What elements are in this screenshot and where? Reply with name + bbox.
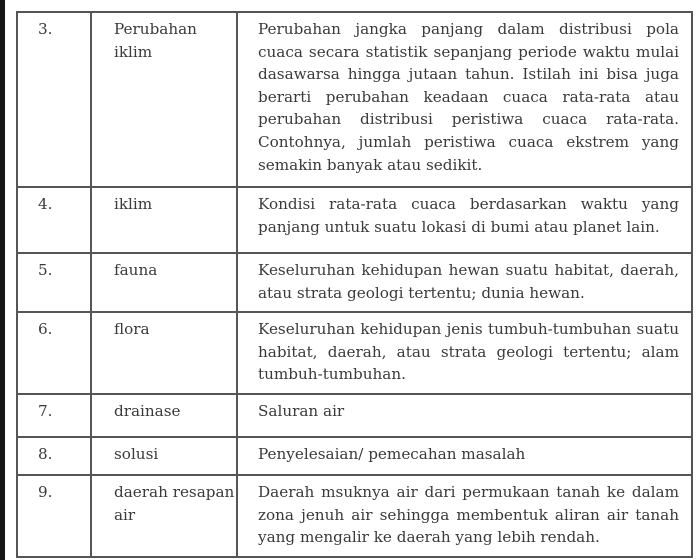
table-row (17, 12, 692, 187)
table-row (17, 253, 692, 312)
row-definition: Saluran air (237, 394, 692, 437)
row-definition: Keseluruhan kehidupan hewan suatu habitat, daerah, atau strata geologi tertentu; dunia hewan. (237, 253, 692, 312)
row-definition: Kondisi rata-rata cuaca berdasarkan waktu yang panjang untuk suatu lokasi di bumi atau planet lain. (237, 187, 692, 253)
table-row (17, 394, 692, 437)
left-edge-strip (0, 0, 5, 560)
row-term: Perubahan iklim (91, 12, 237, 187)
table-row (17, 475, 692, 557)
row-term: iklim (91, 187, 237, 253)
row-term: flora (91, 312, 237, 394)
row-number: 6. (17, 312, 91, 394)
row-number: 4. (17, 187, 91, 253)
table-row (17, 437, 692, 475)
row-definition: Daerah msuknya air dari permukaan tanah ke dalam zona jenuh air sehingga membentuk aliran air tanah yang mengalir ke daerah yang lebih rendah. (237, 475, 692, 557)
row-number: 5. (17, 253, 91, 312)
glossary-table (16, 11, 693, 558)
table-row (17, 312, 692, 394)
row-term: drainase (91, 394, 237, 437)
row-term: fauna (91, 253, 237, 312)
row-number: 9. (17, 475, 91, 557)
row-definition: Penyelesaian/ pemecahan masalah (237, 437, 692, 475)
row-term: daerah resapan air (91, 475, 237, 557)
row-definition: Perubahan jangka panjang dalam distribusi pola cuaca secara statistik sepanjang periode waktu mulai dasawarsa hingga jutaan tahun. Istilah ini bisa juga berarti perubahan keadaan cuaca rata-rata atau perubahan distribusi peristiwa cuaca rata-rata. Contohnya, jumlah peristiwa cuaca ekstrem yang semakin banyak atau sedikit. (237, 12, 692, 187)
row-number: 7. (17, 394, 91, 437)
row-number: 8. (17, 437, 91, 475)
table-row (17, 187, 692, 253)
row-definition: Keseluruhan kehidupan jenis tumbuh-tumbuhan suatu habitat, daerah, atau strata geologi tertentu; alam tumbuh-tumbuhan. (237, 312, 692, 394)
row-number: 3. (17, 12, 91, 187)
row-term: solusi (91, 437, 237, 475)
